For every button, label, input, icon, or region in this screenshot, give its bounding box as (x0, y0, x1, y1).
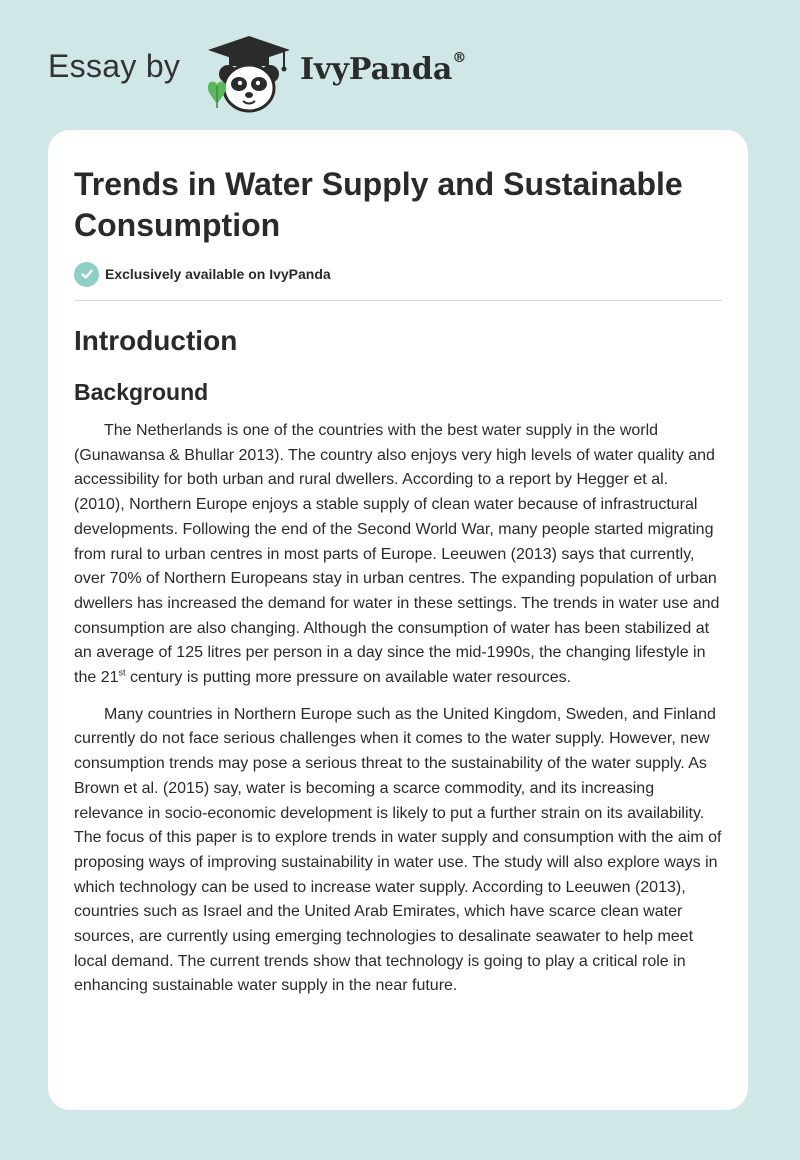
divider (74, 300, 722, 301)
paragraph-1 (74, 419, 722, 691)
exclusive-badge-text: Exclusively available on IvyPanda (105, 266, 331, 282)
site-header (48, 30, 748, 114)
paragraph-1-text: The Netherlands is one of the countries with the best water supply in the world (Gunawansa & Bhullar 2013). The country also enjoys very high levels of water quality and accessibility for both urban and rural dwellers. According to a report by Hegger et al. (2010), Northern Europe enjoys a stable supply of clean water because of infrastructural developments. Following the end of the Second World War, many people started migrating from rural to urban centres in most parts of Europe. Leeuwen (2013) says that currently, over 70% of Northern Europeans stay in urban centres. The expanding population of urban dwellers has increased the demand for water in these settings. The trends in water use and consumption are also changing. Although the consumption of water has been stabilized at an average of 125 litres per person in a day since the mid-1990s, the changing lifestyle in the 21 (74, 422, 720, 687)
essay-by-label: Essay by (48, 48, 181, 84)
brand-name[interactable]: IvyPanda® (300, 50, 467, 87)
panda-graduate-logo-icon[interactable] (202, 34, 296, 114)
subsection-heading: Background (74, 379, 209, 405)
section-heading: Introduction (74, 325, 238, 356)
paragraph-1-superscript: st (118, 667, 126, 678)
check-circle-icon (74, 262, 99, 287)
registered-mark: ® (452, 50, 467, 66)
paragraph-2: Many countries in Northern Europe such as the United Kingdom, Sweden, and Finland currently do not face serious challenges when it comes to the water supply. However, new consumption trends may pose a serious threat to the sustainability of the water supply. As Brown et al. (2015) say, water is becoming a scarce commodity, and its increasing relevance in socio-economic development is likely to put a further strain on its availability. The focus of this paper is to explore trends in water supply and consumption with the aim of proposing ways of improving sustainability in water use. The study will also explore ways in which technology can be used to increase water supply. According to Leeuwen (2013), countries such as Israel and the United Arab Emirates, which have scarce clean water sources, are currently using emerging technologies to desalinate seawater to help meet local demand. The current trends show that technology is going to play a critical role in enhancing sustainable water supply in the near future. (74, 705, 722, 995)
essay-card (48, 130, 748, 1110)
paragraph-1-text-end: century is putting more pressure on available water resources. (125, 669, 572, 687)
exclusive-badge (74, 260, 722, 288)
essay-title: Trends in Water Supply and Sustainable Consumption (74, 166, 683, 243)
